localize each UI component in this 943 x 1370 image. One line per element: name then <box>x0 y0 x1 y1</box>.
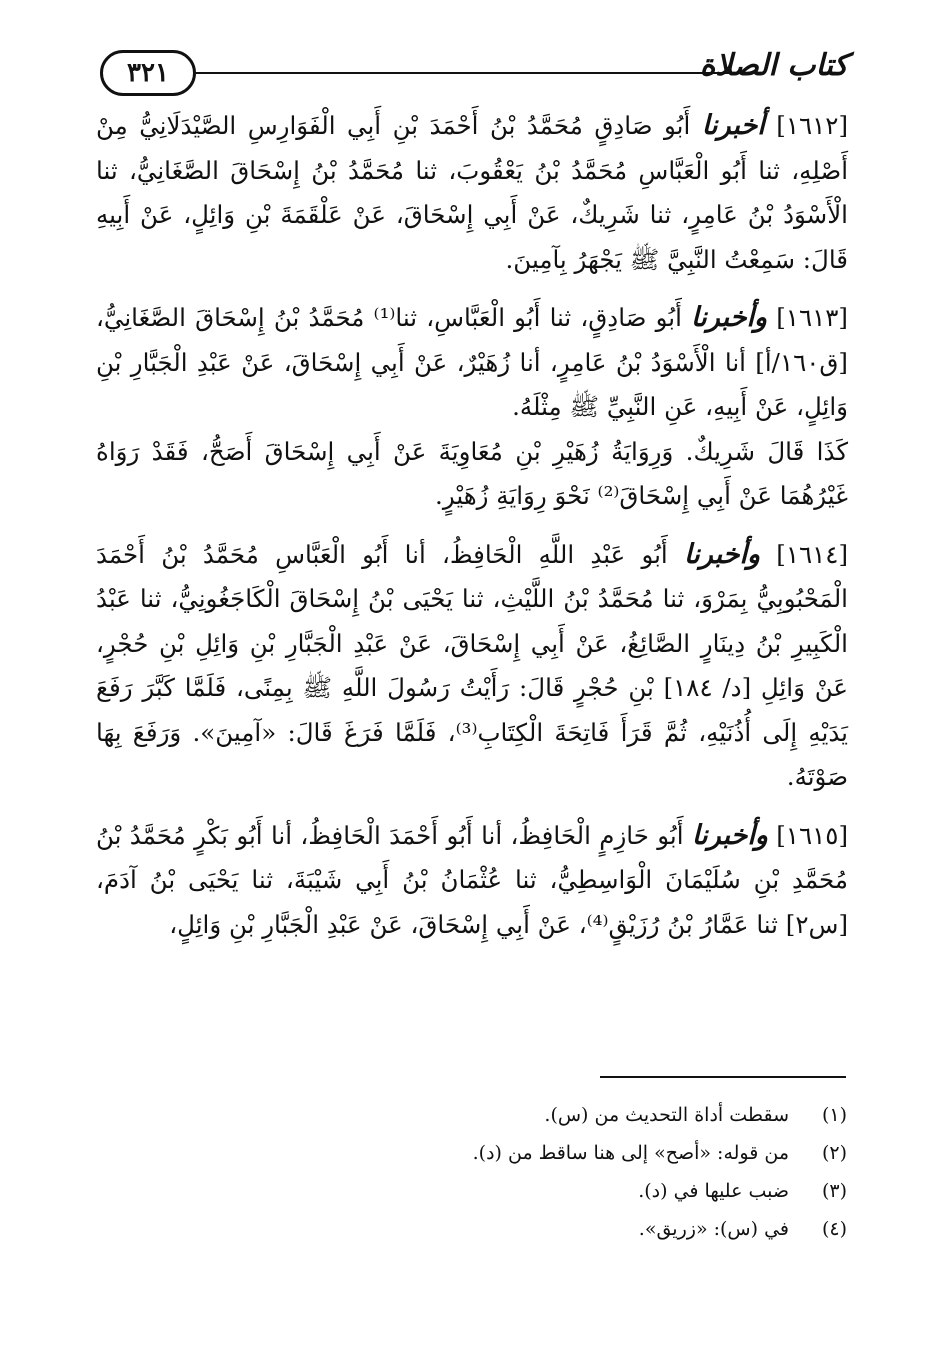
page-header <box>100 44 848 104</box>
footnote-text: من قوله: «أصح» إلى هنا ساقط من (د). <box>472 1142 789 1164</box>
footnote-item <box>147 1210 847 1248</box>
hadith-number: [١٦١٣] <box>776 303 848 332</box>
hadith-number: [١٦١٥] <box>776 820 848 850</box>
hadith-paragraph <box>96 814 848 948</box>
footnote-item <box>147 1134 847 1172</box>
footnote-number: (١) <box>821 1104 847 1126</box>
footnote-item <box>147 1096 847 1134</box>
footnote-number: (٣) <box>821 1180 847 1202</box>
hadith-number: [١٦١٤] <box>776 539 849 569</box>
hadith-text: أَبُو حَازِمٍ الْحَافِظُ، أنا أَبُو أَحْمَدَ الْحَافِظُ، أنا أَبُو بَكْرٍ مُحَمَّدُ بْنُ مُحَمَّدِ بْنِ سُلَيْمَانَ الْوَاسِطِيُّ، ثنا عُثْمَانُ بْنُ أَبِي شَيْبَةَ، ثنا يَحْيَى بْنُ آدَمَ، [س٢] ثنا عَمَّارُ بْنُ رُزَيْقٍ⁽⁴⁾، عَنْ أَبِي إِسْحَاقَ، عَنْ عَبْدِ الْجَبَّارِ بْنِ وَائِلٍ، <box>96 820 848 939</box>
hadith-paragraph <box>96 104 848 282</box>
footnote-number: (٤) <box>821 1218 847 1240</box>
hadith-keyword: وأخبرنا <box>691 819 768 851</box>
page-number: ٣٢١ <box>100 50 196 96</box>
footnote-item <box>147 1172 847 1210</box>
commentary-paragraph <box>96 430 848 519</box>
hadith-number: [١٦١٢] <box>776 111 849 140</box>
header-rule <box>196 72 752 74</box>
hadith-paragraph <box>96 533 848 800</box>
footnote-number: (٢) <box>821 1142 847 1164</box>
hadith-keyword: وأخبرنا <box>691 302 768 333</box>
hadith-keyword: وأخبرنا <box>683 538 761 570</box>
footnote-divider <box>600 1076 846 1078</box>
footnote-text: سقطت أداة التحديث من (س). <box>544 1104 789 1126</box>
hadith-keyword: أخبرنا <box>701 110 765 141</box>
footnote-text: في (س): «زريق». <box>638 1218 789 1240</box>
footnotes <box>147 1096 847 1248</box>
hadith-text: أَبُو عَبْدِ اللَّهِ الْحَافِظُ، أنا أَبُو الْعَبَّاسِ مُحَمَّدُ بْنُ أَحْمَدَ الْمَحْبُوبِيُّ بِمَرْوَ، ثنا مُحَمَّدُ بْنُ اللَّيْثِ، ثنا يَحْيَى بْنُ إِسْحَاقَ الْكَاجَغُونِيُّ، ثنا عَبْدُ الْكَبِيرِ بْنُ دِينَارٍ الصَّائِغُ، عَنْ أَبِي إِسْحَاقَ، عَنْ عَبْدِ الْجَبَّارِ بْنِ وَائِلِ بْنِ حُجْرٍ، عَنْ وَائِلِ [د/ ١٨٤] بْنِ حُجْرٍ قَالَ: رَأَيْتُ رَسُولَ اللَّهِ ﷺ بِمِنًى، فَلَمَّا كَبَّرَ رَفَعَ يَدَيْهِ إِلَى أُذُنَيْهِ، ثُمَّ قَرَأَ فَاتِحَةَ الْكِتَابِ⁽³⁾، فَلَمَّا فَرَغَ قَالَ: «آمِينَ». وَرَفَعَ بِهَا صَوْتَهُ. <box>96 539 848 791</box>
commentary-text: كَذَا قَالَ شَرِيكٌ. وَرِوَايَةُ زُهَيْرِ بْنِ مُعَاوِيَةَ عَنْ أَبِي إِسْحَاقَ أَصَحُّ، فَقَدْ رَوَاهُ غَيْرُهُمَا عَنْ أَبِي إِسْحَاقَ⁽²⁾ نَحْوَ رِوَايَةِ زُهَيْرٍ. <box>96 436 848 510</box>
hadith-paragraph <box>96 296 848 430</box>
book-title: كتاب الصلاة <box>699 48 848 83</box>
hadith-text: أَبُو صَادِقٍ، ثنا أَبُو الْعَبَّاسِ، ثنا⁽¹⁾ مُحَمَّدُ بْنُ إِسْحَاقَ الصَّغَانِيُّ، [ق١٦٠/أ] أنا الْأَسْوَدُ بْنُ عَامِرٍ، أنا زُهَيْرٌ، عَنْ أَبِي إِسْحَاقَ، عَنْ عَبْدِ الْجَبَّارِ بْنِ وَائِلٍ، عَنْ أَبِيهِ، عَنِ النَّبِيِّ ﷺ مِثْلَهُ. <box>96 303 848 421</box>
hadith-text: أَبُو صَادِقٍ مُحَمَّدُ بْنُ أَحْمَدَ بْنِ أَبِي الْفَوَارِسِ الصَّيْدَلَانِيُّ مِنْ أَصْلِهِ، ثنا أَبُو الْعَبَّاسِ مُحَمَّدُ بْنُ يَعْقُوبَ، ثنا مُحَمَّدُ بْنُ إِسْحَاقَ الصَّغَانِيُّ، ثنا الْأَسْوَدُ بْنُ عَامِرٍ، ثنا شَرِيكٌ، عَنْ أَبِي إِسْحَاقَ، عَنْ عَلْقَمَةَ بْنِ وَائِلٍ، عَنْ أَبِيهِ قَالَ: سَمِعْتُ النَّبِيَّ ﷺ يَجْهَرُ بِآمِينَ. <box>96 111 848 274</box>
footnote-text: ضبب عليها في (د). <box>638 1180 789 1202</box>
main-text <box>96 104 848 947</box>
